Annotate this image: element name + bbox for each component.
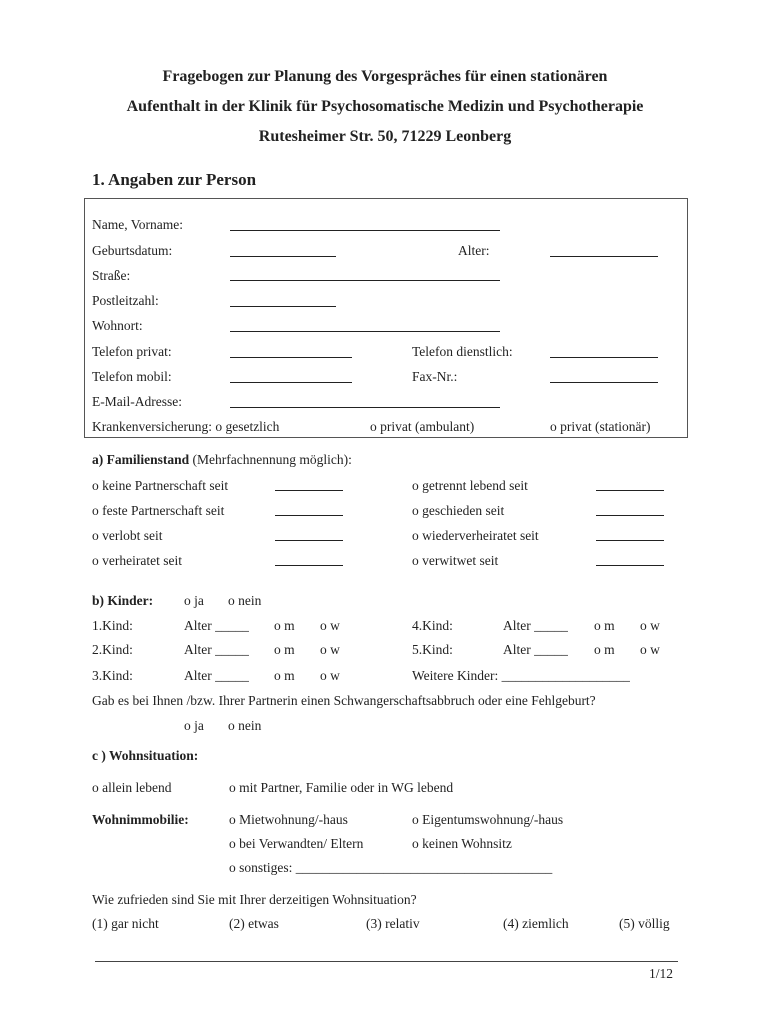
field-sonstiges[interactable]: o sonstiges: ______________________________________ [229, 860, 553, 875]
label-kind-3: 3.Kind: [92, 668, 133, 683]
option-kind-2-w[interactable]: o w [320, 642, 340, 657]
option-kind-4-w[interactable]: o w [640, 618, 660, 633]
field-tel-privat[interactable] [230, 357, 352, 358]
label-kind-2: 2.Kind: [92, 642, 133, 657]
title-line-1: Fragebogen zur Planung des Vorgespräches für einen stationären [162, 68, 608, 85]
field-keine-partnerschaft[interactable] [275, 490, 343, 491]
label-name: Name, Vorname: [92, 217, 183, 232]
option-kind-1-m[interactable]: o m [274, 618, 295, 633]
option-kinder-ja[interactable]: o ja [184, 593, 204, 608]
option-verheiratet[interactable]: o verheiratet seit [92, 553, 182, 568]
field-alter[interactable] [550, 256, 658, 257]
label-fax: Fax-Nr.: [412, 369, 458, 384]
option-scale-1[interactable]: (1) gar nicht [92, 916, 159, 931]
field-wohnort[interactable] [230, 331, 500, 332]
field-tel-dienst[interactable] [550, 357, 658, 358]
option-kind-1-w[interactable]: o w [320, 618, 340, 633]
option-verwitwet[interactable]: o verwitwet seit [412, 553, 499, 568]
field-plz[interactable] [230, 306, 336, 307]
footer-rule [95, 961, 678, 962]
option-geschieden[interactable]: o geschieden seit [412, 503, 505, 518]
field-getrennt[interactable] [596, 490, 664, 491]
option-kv-gesetzlich[interactable]: Krankenversicherung: o gesetzlich [92, 419, 280, 434]
option-abbruch-nein[interactable]: o nein [228, 718, 262, 733]
option-wiederverheiratet[interactable]: o wiederverheiratet seit [412, 528, 539, 543]
label-alter: Alter: [458, 243, 490, 258]
question-schwangerschaftsabbruch: Gab es bei Ihnen /bzw. Ihrer Partnerin einen Schwangerschaftsabbruch oder eine Fehlgeburt? [92, 693, 596, 708]
label-wohnort: Wohnort: [92, 318, 143, 333]
option-kv-privat-ambulant[interactable]: o privat (ambulant) [370, 419, 475, 434]
option-mit-partner[interactable]: o mit Partner, Familie oder in WG lebend [229, 780, 454, 795]
option-kein-wohnsitz[interactable]: o keinen Wohnsitz [412, 836, 512, 851]
option-scale-5[interactable]: (5) völlig [619, 916, 670, 931]
field-tel-mobil[interactable] [230, 382, 352, 383]
field-wiederverheiratet[interactable] [596, 540, 664, 541]
option-kind-5-w[interactable]: o w [640, 642, 660, 657]
field-email[interactable] [230, 407, 500, 408]
option-allein-lebend[interactable]: o allein lebend [92, 780, 172, 795]
option-scale-2[interactable]: (2) etwas [229, 916, 279, 931]
field-kind-4-alter[interactable]: Alter _____ [503, 618, 568, 633]
option-eigentumswohnung[interactable]: o Eigentumswohnung/-haus [412, 812, 564, 827]
field-geschieden[interactable] [596, 515, 664, 516]
option-kind-3-m[interactable]: o m [274, 668, 295, 683]
label-strasse: Straße: [92, 268, 131, 283]
option-abbruch-ja[interactable]: o ja [184, 718, 204, 733]
label-geburtsdatum: Geburtsdatum: [92, 243, 173, 258]
field-geburtsdatum[interactable] [230, 256, 336, 257]
label-tel-dienst: Telefon dienstlich: [412, 344, 513, 359]
field-kind-5-alter[interactable]: Alter _____ [503, 642, 568, 657]
field-name[interactable] [230, 230, 500, 231]
wohnsituation-heading: c ) Wohnsituation: [92, 748, 199, 763]
field-feste-partnerschaft[interactable] [275, 515, 343, 516]
option-kv-privat-stationaer[interactable]: o privat (stationär) [550, 419, 651, 434]
kinder-heading: b) Kinder: [92, 593, 154, 608]
option-scale-4[interactable]: (4) ziemlich [503, 916, 569, 931]
option-kind-4-m[interactable]: o m [594, 618, 615, 633]
wohnimmobilie-label: Wohnimmobilie: [92, 812, 189, 827]
label-kind-5: 5.Kind: [412, 642, 453, 657]
option-feste-partnerschaft[interactable]: o feste Partnerschaft seit [92, 503, 225, 518]
field-fax[interactable] [550, 382, 658, 383]
option-getrennt[interactable]: o getrennt lebend seit [412, 478, 528, 493]
field-weitere-kinder[interactable]: Weitere Kinder: ___________________ [412, 668, 630, 683]
field-verlobt[interactable] [275, 540, 343, 541]
familienstand-heading: a) Familienstand (Mehrfachnennung möglich): [92, 452, 352, 467]
option-scale-3[interactable]: (3) relativ [366, 916, 420, 931]
option-kind-2-m[interactable]: o m [274, 642, 295, 657]
label-email: E-Mail-Adresse: [92, 394, 182, 409]
option-mietwohnung[interactable]: o Mietwohnung/-haus [229, 812, 348, 827]
field-kind-3-alter[interactable]: Alter _____ [184, 668, 249, 683]
field-kind-1-alter[interactable]: Alter _____ [184, 618, 249, 633]
question-zufriedenheit: Wie zufrieden sind Sie mit Ihrer derzeitigen Wohnsituation? [92, 892, 417, 907]
option-kinder-nein[interactable]: o nein [228, 593, 262, 608]
field-kind-2-alter[interactable]: Alter _____ [184, 642, 249, 657]
label-kind-1: 1.Kind: [92, 618, 133, 633]
option-verwandte[interactable]: o bei Verwandten/ Eltern [229, 836, 364, 851]
label-tel-privat: Telefon privat: [92, 344, 172, 359]
option-kind-3-w[interactable]: o w [320, 668, 340, 683]
option-verlobt[interactable]: o verlobt seit [92, 528, 163, 543]
title-line-3: Rutesheimer Str. 50, 71229 Leonberg [258, 128, 512, 145]
label-tel-mobil: Telefon mobil: [92, 369, 172, 384]
page-number: 1/12 [649, 966, 674, 981]
section-heading-person: 1. Angaben zur Person [92, 170, 257, 189]
field-strasse[interactable] [230, 280, 500, 281]
label-kind-4: 4.Kind: [412, 618, 453, 633]
title-line-2: Aufenthalt in der Klinik für Psychosomatische Medizin und Psychotherapie [126, 98, 644, 115]
option-kind-5-m[interactable]: o m [594, 642, 615, 657]
field-verheiratet[interactable] [275, 565, 343, 566]
field-verwitwet[interactable] [596, 565, 664, 566]
option-keine-partnerschaft[interactable]: o keine Partnerschaft seit [92, 478, 229, 493]
label-plz: Postleitzahl: [92, 293, 159, 308]
